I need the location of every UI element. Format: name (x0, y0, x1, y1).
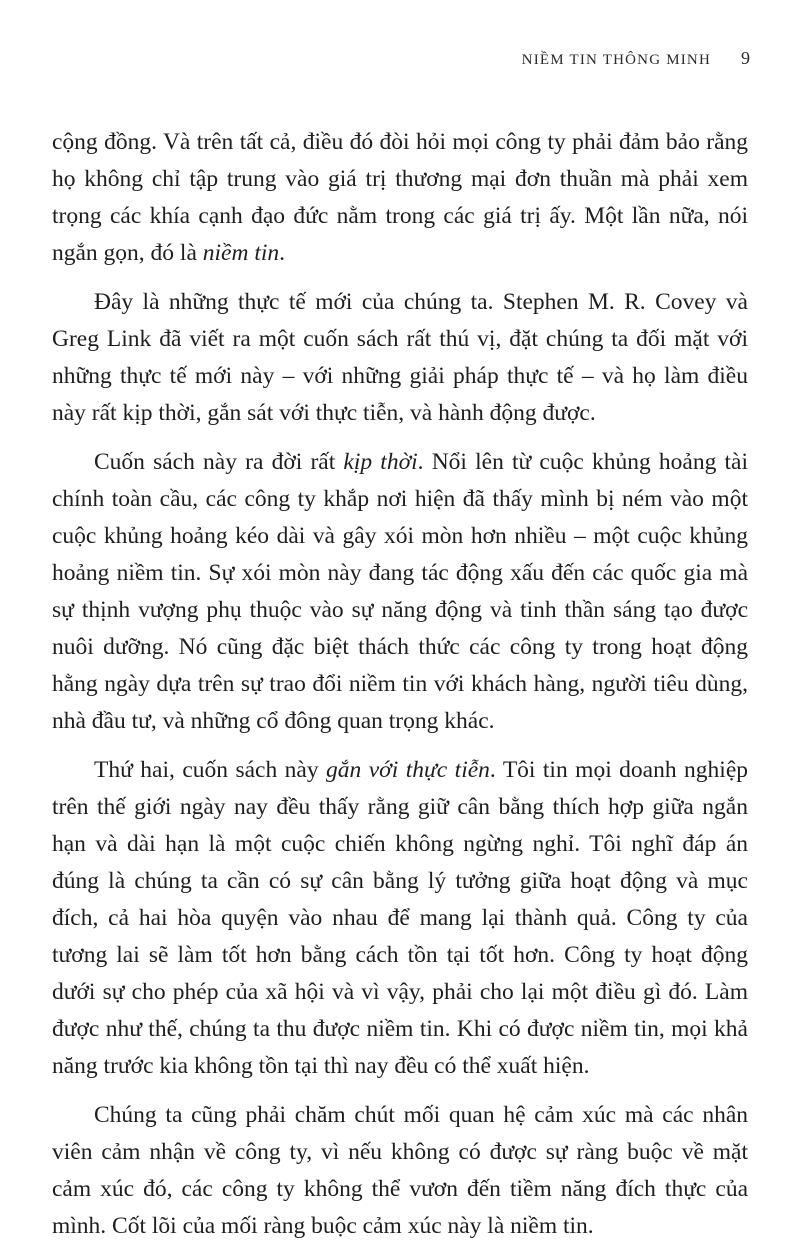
paragraph-3-text-end: . Nổi lên từ cuộc khủng hoảng tài chính toàn cầu, các công ty khắp nơi hiện đã thấy mình bị ném vào một cuộc khủng hoảng kéo dài và gây xói mòn hơn nhiều – một cuộc khủng hoảng niềm tin. Sự xói mòn này đang tác động xấu đến các quốc gia mà sự thịnh vượng phụ thuộc vào sự năng động và tinh thần sáng tạo được nuôi dưỡng. Nó cũng đặc biệt thách thức các công ty trong hoạt động hằng ngày dựa trên sự trao đổi niềm tin với khách hàng, người tiêu dùng, nhà đầu tư, và những cổ đông quan trọng khác. (52, 449, 748, 734)
paragraph-5-text: Chúng ta cũng phải chăm chút mối quan hệ cảm xúc mà các nhân viên cảm nhận về công ty, vì nếu không có được sự ràng buộc về mặt cảm xúc đó, các công ty không thể vươn đến tiềm năng đích thực của mình. Cốt lõi của mối ràng buộc cảm xúc này là niềm tin. (52, 1102, 748, 1239)
running-title: NIỀM TIN THÔNG MINH (521, 52, 711, 68)
paragraph-1-end: . (279, 240, 286, 266)
paragraph-2 (52, 284, 748, 432)
paragraph-4-text-end: . Tôi tin mọi doanh nghiệp trên thế giới ngày nay đều thấy rằng giữ cân bằng thích hợp giữa ngắn hạn và dài hạn là một cuộc chiến không ngừng nghỉ. Tôi nghĩ đáp án đúng là chúng ta cần có sự cân bằng lý tưởng giữa hoạt động và mục đích, cả hai hòa quyện vào nhau để mang lại thành quả. Công ty của tương lai sẽ làm tốt hơn bằng cách tồn tại tốt hơn. Công ty hoạt động dưới sự cho phép của xã hội và vì vậy, phải cho lại một điều gì đó. Làm được như thế, chúng ta thu được niềm tin. Khi có được niềm tin, mọi khả năng trước kia không tồn tại thì nay đều có thể xuất hiện. (52, 757, 749, 1079)
paragraph-4-emphasis: gắn với thực tiễn (326, 757, 490, 783)
paragraph-2-text: Đây là những thực tế mới của chúng ta. Stephen M. R. Covey và Greg Link đã viết ra một cuốn sách rất thú vị, đặt chúng ta đối mặt với những thực tế mới này – với những giải pháp thực tế – và họ làm điều này rất kịp thời, gắn sát với thực tiễn, và hành động được. (52, 289, 748, 426)
page-number: 9 (741, 48, 750, 68)
paragraph-1-emphasis: niềm tin (202, 240, 280, 266)
paragraph-3-text-start: Cuốn sách này ra đời rất (94, 449, 344, 475)
paragraph-1 (52, 124, 748, 272)
paragraph-5 (52, 1097, 748, 1245)
paragraph-1-text: cộng đồng. Và trên tất cả, điều đó đòi hỏi mọi công ty phải đảm bảo rằng họ không chỉ tập trung vào giá trị thương mại đơn thuần mà phải xem trọng các khía cạnh đạo đức nằm trong các giá trị ấy. Một lần nữa, nói ngắn gọn, đó là (52, 129, 748, 266)
paragraph-3-emphasis: kịp thời (343, 449, 418, 475)
paragraph-3 (52, 444, 748, 740)
paragraph-4 (52, 752, 748, 1085)
body-text (52, 124, 748, 1257)
paragraph-4-text-start: Thứ hai, cuốn sách này (94, 757, 327, 783)
running-header (522, 48, 750, 69)
